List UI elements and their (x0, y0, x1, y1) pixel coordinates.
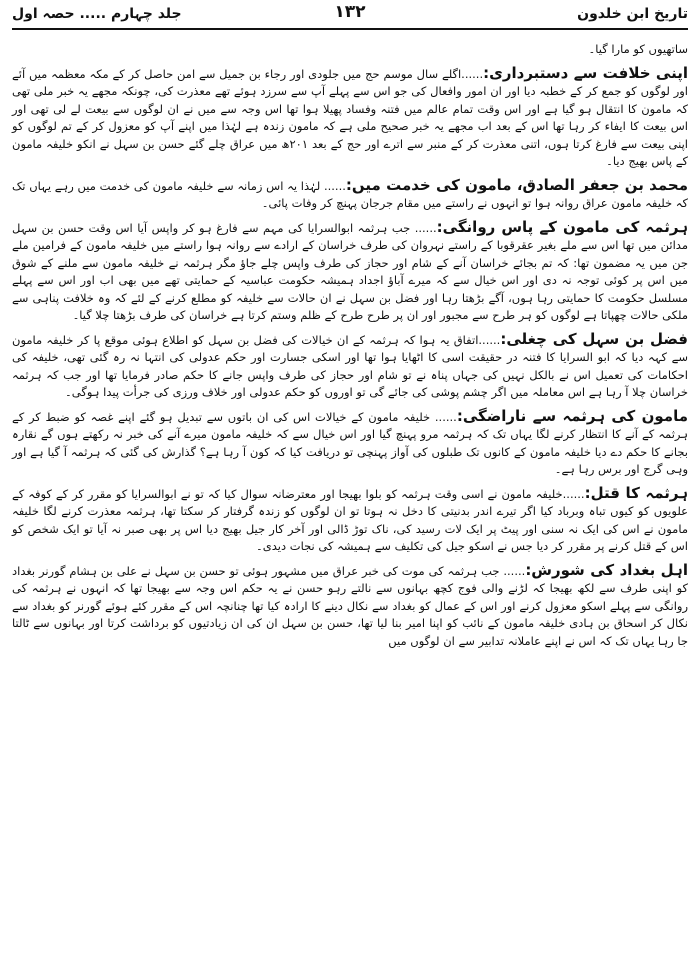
section-heading: مامون کی ہرثمہ سے ناراضگی: (456, 406, 688, 425)
section-heading: اپنی خلافت سے دستبرداری: (483, 63, 688, 82)
paragraph (12, 177, 688, 213)
paragraph (12, 65, 688, 171)
paragraph-text: ...... لہٰذا یہ اس زمانہ سے خلیفہ مامون کی خدمت میں رہے یہاں تک کہ خلیفہ مامون عراق روانہ ہوا تو انہوں نے راستے میں مقام جرجان پہنچ کر وفات پائی۔ (12, 178, 688, 210)
paragraph (12, 562, 688, 651)
volume-label: جلد چہارم ..... حصہ اول (12, 6, 182, 22)
paragraph-text: ......اگلے سال موسم حج میں جلودی اور رجاء بن جمیل سے امن حاصل کر کے مکہ معظمہ میں آئے اور لوگوں کو جمع کر کے خطبہ دیا اور ان امور وافعال کی جو اس سے پہلے آپ سے سرزد ہوئے تھے معذرت کی، چونکہ مجھے یہ خبر ملی تھی کہ مامون کا انتقال ہو گیا ہے اور اس وقت تمام عالم میں فتنہ وفساد پھیلا ہوا تھا اس وجہ سے میں نے ان لوگوں سے بیعت لے لی تھی اور اس بیعت کا ایفاء کر رہا تھا اس کے بعد اب مجھے یہ خبر صحیح ملی ہے کہ مامون زندہ ہے لہٰذا میں اپنے آپ کو معزول کر کے تم لوگوں کو اپنی بیعت سے فارغ کرتا ہوں، اتنی معذرت کر کے منبر سے اترے اور حج کے بعد ۲۰۱ھ میں عراق چلے گئے حسن بن سہل نے انکو خلیفہ مامون کے پاس بھیج دیا۔ (12, 66, 688, 168)
paragraph (12, 331, 688, 402)
paragraph-text: ...... جب ہرثمہ ابوالسرایا کی مہم سے فارغ ہو کر واپس آیا اس وقت حسن بن سہل مدائن میں تھا اس سے ملے بغیر عقرقوبا کے راستے نہروان کی طرف خراسان کے ارادے سے روانہ ہوا راستے میں خلیفہ مامون کے فرامین ملے جن میں یہ مضمون تھا: کہ تم بجائے خراسان آنے کے شام اور حجاز کی طرف واپس چلے جاؤ مگر ہرثمہ نے خلیفہ مامون سے ملنے کے شوق میں اس پر کوئی توجہ نہ دی اور اس خیال سے کہ میرے آباؤ اجداد ہمیشہ حکومت عباسیہ کے حمایتی تھے میں بھی اب اور اس سے پہلے مسلسل حکومت کا حمایتی رہا ہوں، آگے بڑھتا رہا اور فضل بن سہل نے ان حالات سے خلیفہ کو مطلع کرنے کے لئے کہ وہ خلافت پناہی سے ملکی حالات چھپاتا ہے لوگوں کو ہر طرح سے مجبور اور ان پر طرح طرح کے ظلم وستم کرتا ہے خراسان کی طرف بڑھتا چلا گیا۔ (12, 220, 688, 322)
section-heading: ہرثمہ کی مامون کے پاس روانگی: (436, 217, 688, 236)
document-page (12, 0, 688, 969)
paragraph (12, 408, 688, 479)
section-heading: اہل بغداد کی شورش: (525, 560, 688, 579)
paragraph-text: ......اتفاق یہ ہوا کہ ہرثمہ کے ان خیالات کی فضل بن سہل کو اطلاع ہوئی موقع پا کر خلیفہ مامون سے کہہ دیا کہ ابو السرایا کا فتنہ در حقیقت اسی کا اٹھایا ہوا تھا اور اسکی جسارت اور حکم عدولی کی انتہا نہ رہ گئی تھی، خلیفہ کی احکامات کی تعمیل اس نے بالکل نہیں کی جہاں پناہ نے تو شام اور حجاز کی طرف واپس جانے کا حکم صادر فرمایا تھا اور جب کہ ہرثمہ خراسان چلا آ رہا ہے اس معاملہ میں اگر چشم پوشی کی جائے گی تو اوروں کو حکم عدولی اور خلاف ورزی کی جرأت پیدا ہوگی۔ (12, 332, 688, 399)
paragraph-text: ساتھیوں کو مارا گیا۔ (588, 42, 688, 56)
paragraph-text: ...... جب ہرثمہ کی موت کی خبر عراق میں مشہور ہوئی تو حسن بن سہل نے علی بن ہشام گورنر بغداد کو اپنی طرف سے لکھ بھیجا کہ لڑنے والی فوج کچھ بہانوں سے نالتے رہو حسن نے یہ حکم اس وجہ سے بھیجا تھا کہ انہوں نے ہرثمہ کی روانگی سے پہلے اسکو معزول کرنے اور اس کے عمال کو بغداد سے نکال دینے کا ارادہ کیا تھا چنانچہ اس کے مقرر کئے ہوئے گورنر کو بغداد سے نکال کر اسحاق بن ہادی خلیفہ مامون کے نائب کو اپنا امیر بنا لیا تھا، حسن بن سہل ان کی ان زیادتیوں کو برداشت کرتا اور بہانوں سے ٹالتا جا رہا یہاں تک کہ اس نے اپنے عاملانہ تدابیر سے ان لوگوں میں (12, 563, 688, 648)
paragraph (12, 485, 688, 556)
paragraph (12, 40, 688, 59)
paragraph (12, 219, 688, 325)
page-body (12, 30, 688, 650)
section-heading: ہرثمہ کا قتل: (584, 483, 688, 502)
section-heading: فضل بن سہل کی چغلی: (500, 329, 689, 348)
section-heading: محمد بن جعفر الصادق، مامون کی خدمت میں: (345, 175, 688, 194)
page-number: ۱۳۲ (334, 2, 366, 22)
book-title: تاریخ ابن خلدون (577, 6, 688, 22)
paragraph-text: ......خلیفہ مامون نے اسی وقت ہرثمہ کو بلوا بھیجا اور معترضانہ سوال کیا کہ تو نے ابوالسرایا کو مقرر کر کے کوفہ کے علویوں کو کیوں تباہ وبرباد کیا اگر تیرے اندر بدنیتی کا دخل نہ ہوتا تو ان لوگوں کو زندہ گرفتار کر سکتا تھا، ہرثمہ معذرت کرنے لگا خلیفہ مامون نے اس کی ایک نہ سنی اور پیٹ پر ایک لات رسید کی، ناک توڑ ڈالی اور آخر کار جیل بھیج دیا اس پر بھی صبر نہ آیا تو ایک شخص کو اس کے قتل کرنے پر مقرر کر دیا جس نے اسکو جیل کی تکلیف سے ہمیشہ کی نجات دیدی۔ (12, 486, 688, 553)
page-header (12, 0, 688, 30)
paragraph-text: ...... خلیفہ مامون کے خیالات اس کی ان باتوں سے تبدیل ہو گئے اپنے غصہ کو ضبط کر کے ہرثمہ کے آنے کا انتظار کرنے لگا یہاں تک کہ ہرثمہ مرو پہنچ گیا اور اس خیال سے کہ خلیفہ مامون میرے آنے کی خبر نہ رکھتے ہوں گے نقارہ بجانے کا حکم دے دیا خلیفہ مامون کے کانوں تک طبلوں کی آواز پہنچی تو دریافت کیا کہ کون آ رہا ہے؟ گذارش کی گئی کہ ہرثمہ آ گیا ہے اور وہی گرج اور برس رہا ہے۔ (12, 409, 688, 476)
